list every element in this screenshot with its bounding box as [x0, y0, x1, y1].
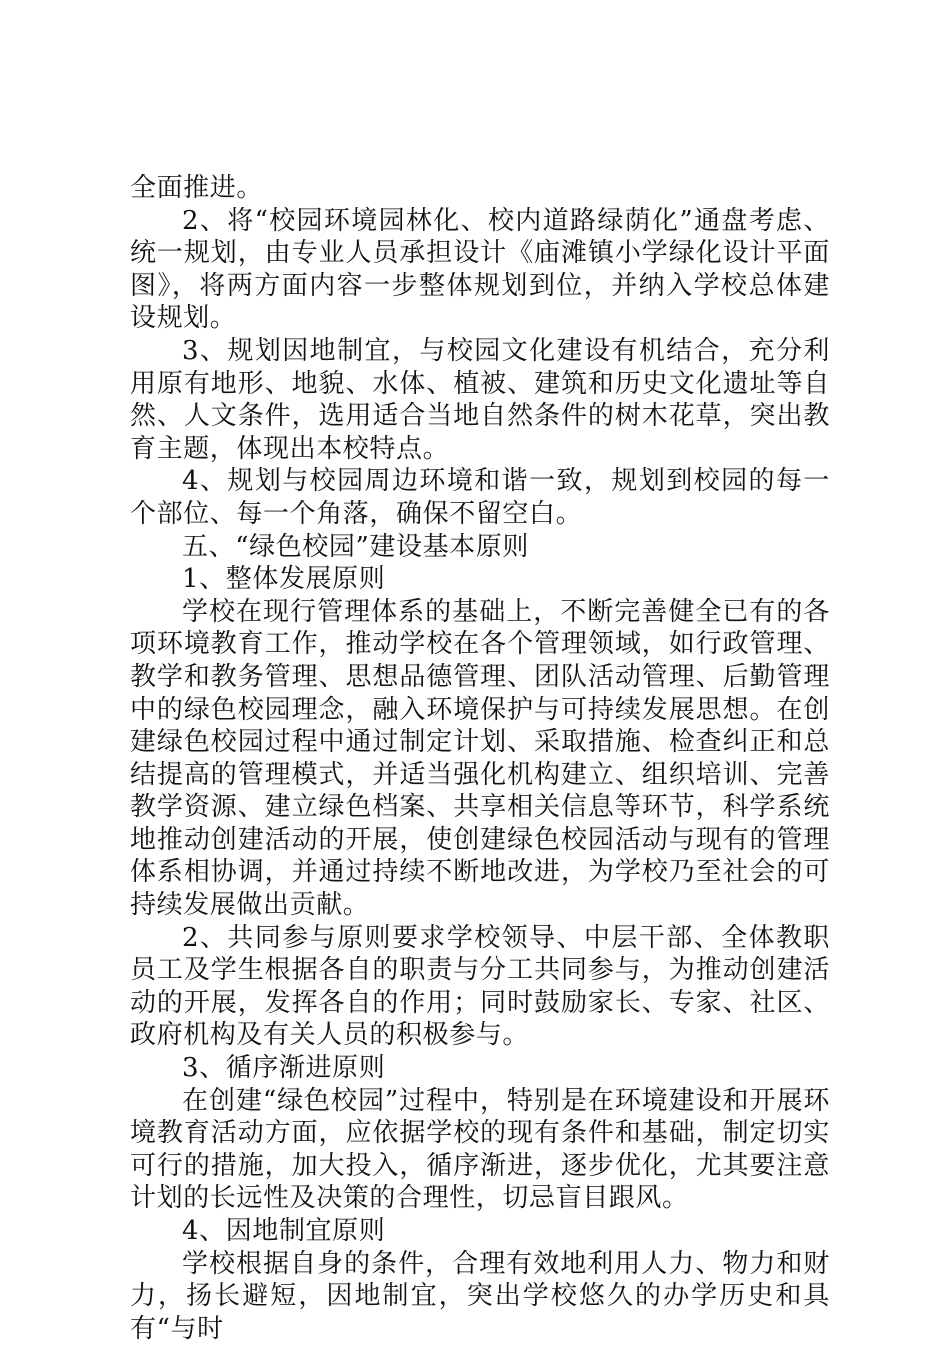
subsection-heading: 1、整体发展原则 [182, 564, 386, 595]
subsection-heading: 4、因地制宜原则 [182, 1216, 386, 1246]
paragraph: 4、规划与校园周边环境和谐一致，规划到校园的每一个部位、每一个角落，确保不留空白。 [130, 466, 830, 529]
paragraph: 在创建“绿色校园”过程中，特别是在环境建设和开展环境教育活动方面，应依据学校的现有条件和基础，制定切实可行的措施，加大投入，循序渐进，逐步优化，尤其要注意计划的长远性及决策的合理性，切忌盲目跟风。 [130, 1085, 830, 1214]
paragraph: 全面推进。 [130, 173, 264, 203]
subsection-heading: 3、循序渐进原则 [182, 1053, 386, 1084]
paragraph: 2、将“校园环境园林化、校内道路绿荫化”通盘考虑、统一规划，由专业人员承担设计《庙滩镇小学绿化设计平面图》，将两方面内容一步整体规划到位，并纳入学校总体建设规划。 [130, 205, 830, 334]
paragraph: 学校在现行管理体系的基础上，不断完善健全已有的各项环境教育工作，推动学校在各个管理领域，如行政管理、教学和教务管理、思想品德管理、团队活动管理、后勤管理中的绿色校园理念，融入环境保护与可持续发展思想。在创建绿色校园过程中通过制定计划、采取措施、检查纠正和总结提高的管理模式，并适当强化机构建立、组织培训、完善教学资源、建立绿色档案、共享相关信息等环节，科学系统地推动创建活动的开展，使创建绿色校园活动与现有的管理体系相协调，并通过持续不断地改进，为学校乃至社会的可持续发展做出贡献。 [130, 596, 830, 921]
paragraph: 2、共同参与原则要求学校领导、中层干部、全体教职员工及学生根据各自的职责与分工共同参与，为推动创建活动的开展，发挥各自的作用；同时鼓励家长、专家、社区、政府机构及有关人员的积极参与。 [130, 922, 830, 1051]
document-page [130, 172, 830, 1345]
paragraph: 学校根据自身的条件，合理有效地利用人力、物力和财力，扬长避短，因地制宜，突出学校悠久的办学历史和具有“与时 [130, 1248, 830, 1344]
section-heading: 五、“绿色校园”建设基本原则 [182, 531, 529, 562]
paragraph: 3、规划因地制宜，与校园文化建设有机结合，充分利用原有地形、地貌、水体、植被、建筑和历史文化遗址等自然、人文条件，选用适合当地自然条件的树木花草，突出教育主题，体现出本校特点。 [130, 335, 830, 464]
